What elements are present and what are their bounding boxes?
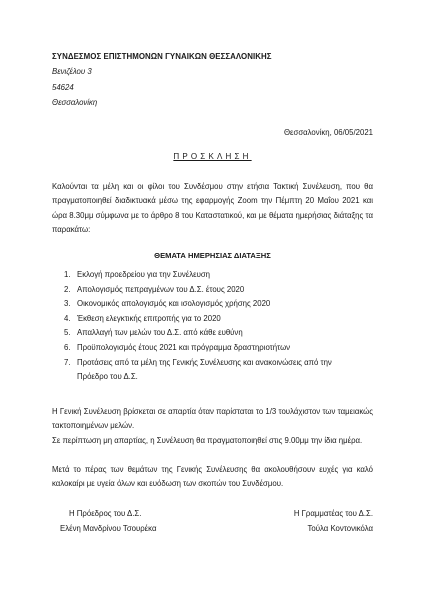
- agenda-item-text: Οικονομικός απολογισμός και ισολογισμός χρήσης 2020: [77, 299, 271, 309]
- intro-paragraph: Καλούνται τα μέλη και οι φίλοι του Συνδέσμου στην ετήσια Τακτική Συνέλευση, που θα πραγματοποιηθεί διαδικτυακά μέσω της εφαρμογής Zoom την Πέμπτη 20 Μαΐου 2021 και ώρα 8.30μμ σύμφωνα με το άρθρο 8 του Καταστατικού, και με θέματα ημερήσιας διάταξης τα παρακάτω:: [52, 182, 373, 234]
- agenda-item-text: Προϋπολογισμός έτους 2021 και πρόγραμμα δραστηριοτήτων: [77, 342, 291, 352]
- secretary-role: Η Γραμματέας του Δ.Σ.: [293, 509, 373, 518]
- agenda-item-text: Απαλλαγή των μελών του Δ.Σ. από κάθε ευθύνη: [77, 328, 243, 338]
- agenda-title: ΘΕΜΑΤΑ ΗΜΕΡΗΣΙΑΣ ΔΙΑΤΑΞΗΣ: [154, 251, 271, 260]
- signature-secretary: [294, 507, 373, 536]
- president-name: Ελένη Μανδρίνου Τσουρέκα: [60, 523, 157, 533]
- agenda-item: [52, 297, 352, 312]
- agenda-item: [52, 268, 352, 283]
- agenda-item-number: 6.: [64, 342, 71, 352]
- agenda-item-number: 4.: [64, 313, 71, 323]
- agenda-item: [52, 283, 352, 298]
- agenda-item-number: 7.: [64, 357, 71, 367]
- agenda-item: [52, 356, 352, 385]
- agenda-item-text: Εκλογή προεδρείου για την Συνέλευση: [77, 270, 211, 279]
- repeat-meeting-paragraph: Σε περίπτωση μη απαρτίας, η Συνέλευση θα πραγματοποιηθεί στις 9.00μμ την ίδια ημέρα.: [52, 436, 363, 445]
- agenda-item-text: Έκθεση ελεγκτικής επιτροπής για το 2020: [77, 313, 221, 323]
- secretary-name: Τούλα Κοντονικόλα: [307, 523, 373, 533]
- address-postcode: 54624: [52, 83, 74, 92]
- agenda-item: [52, 312, 352, 327]
- closing-paragraph: Μετά το πέρας των θεμάτων της Γενικής Συνέλευσης θα ακολουθήσουν ευχές για καλό καλοκαίρι με υγεία όλων και ευόδωση των σκοπών του Συνδέσμου.: [52, 465, 373, 489]
- signature-president: [60, 507, 156, 536]
- agenda-item-number: 5.: [64, 328, 71, 338]
- date-line: Θεσσαλονίκη, 06/05/2021: [283, 128, 373, 137]
- document-title: ΠΡΟΣΚΛΗΣΗ: [173, 152, 252, 161]
- organization-name: ΣΥΝΔΕΣΜΟΣ ΕΠΙΣΤΗΜΟΝΩΝ ΓΥΝΑΙΚΩΝ ΘΕΣΣΑΛΟΝΙΚΗΣ: [52, 52, 272, 61]
- address-street: Βενιζέλου 3: [52, 67, 92, 76]
- agenda-item: [52, 341, 352, 356]
- address-city: Θεσσαλονίκη: [52, 98, 98, 107]
- agenda-item-text: Προτάσεις από τα μέλη της Γενικής Συνέλευσης και ανακοινώσεις από την Πρόεδρο του Δ.Σ.: [77, 357, 332, 382]
- agenda-item-text: Απολογισμός πεπραγμένων του Δ.Σ. έτους 2020: [77, 284, 245, 294]
- agenda-item: [52, 326, 352, 341]
- president-role: Η Πρόεδρος του Δ.Σ.: [69, 509, 142, 518]
- agenda-item-number: 2.: [64, 284, 71, 294]
- agenda-item-number: 3.: [64, 299, 71, 309]
- agenda-item-number: 1.: [64, 270, 71, 279]
- agenda-list: [52, 268, 352, 385]
- quorum-paragraph: Η Γενική Συνέλευση βρίσκεται σε απαρτία όταν παρίσταται το 1/3 τουλάχιστον των ταμειακώς τακτοποιημένων μελών.: [52, 407, 373, 431]
